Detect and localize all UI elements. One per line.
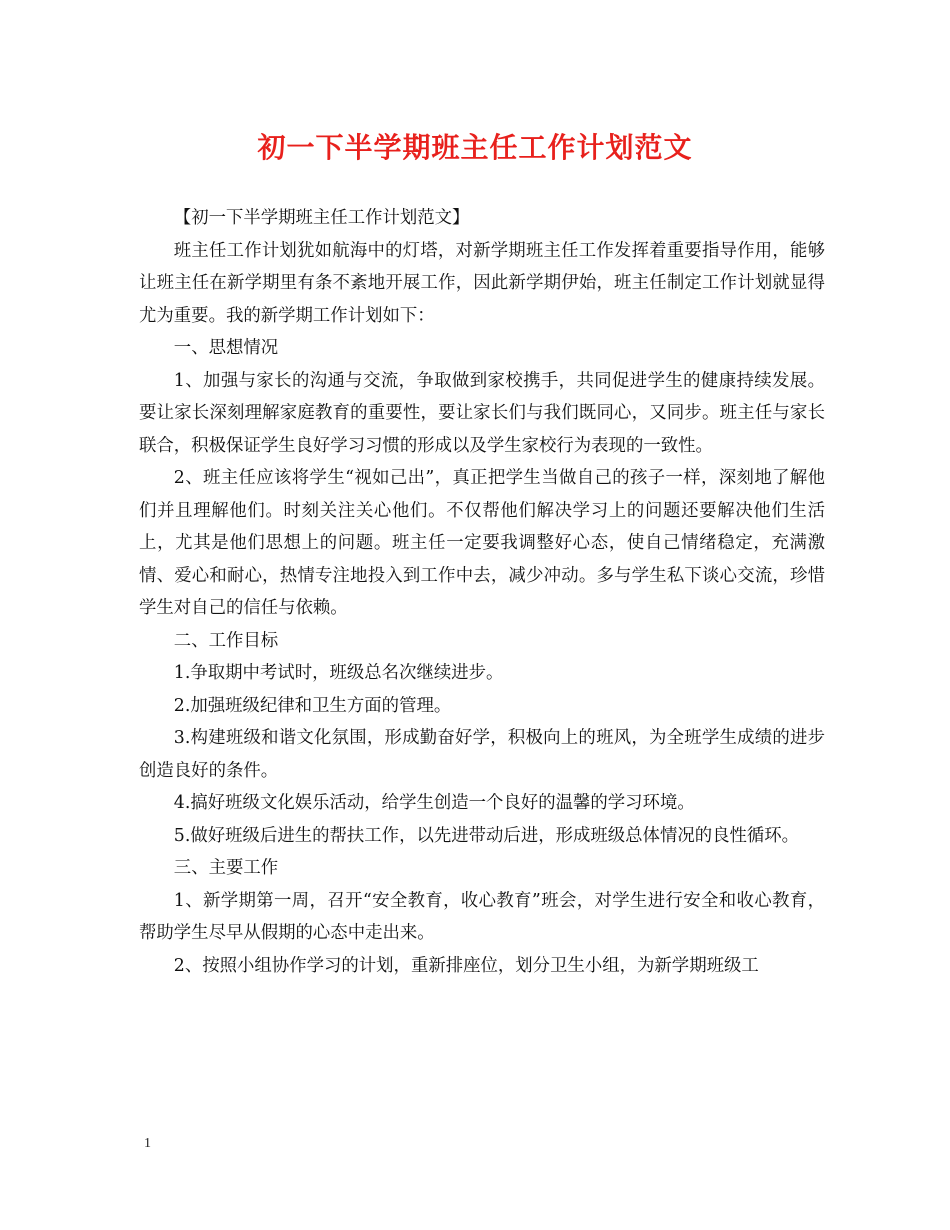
- paragraph-intro-heading: 【初一下半学期班主任工作计划范文】: [173, 208, 470, 228]
- page-number: 1: [144, 1136, 151, 1151]
- document-title: 初一下半学期班主任工作计划范文: [257, 131, 693, 164]
- paragraph-goal-2: 2.加强班级纪律和卫生方面的管理。: [173, 695, 452, 716]
- paragraph-thought-2: 2、班主任应该将学生“视如己出”，真正把学生当做自己的孩子一样，深刻地了解他们并且理解他们。时刻关注关心他们。不仅帮他们解决学习上的问题还要解决他们生活上，尤其是他们思想上的问题。班主任一定要我调整好心态，使自己情绪稳定，充满激情、爱心和耐心，热情专注地投入到工作中去，减少冲动。多与学生私下谈心交流，珍惜学生对自己的信任与依赖。: [139, 468, 825, 618]
- section-heading-goals: 二、工作目标: [173, 630, 279, 651]
- section-heading-main-work: 三、主要工作: [173, 858, 279, 878]
- paragraph-goal-5: 5.做好班级后进生的帮扶工作，以先进带动后进，形成班级总体情况的良性循环。: [173, 825, 800, 846]
- document-body: [139, 202, 825, 982]
- paragraph-goal-3: 3.构建班级和谐文化氛围，形成勤奋好学，积极向上的班风，为全班学生成绩的进步创造良好的条件。: [139, 728, 825, 781]
- paragraph-work-2: 2、按照小组协作学习的计划，重新排座位，划分卫生小组，为新学期班级工: [173, 955, 759, 976]
- paragraph-work-1: 1、新学期第一周，召开“安全教育，收心教育”班会，对学生进行安全和收心教育，帮助学生尽早从假期的心态中走出来。: [139, 890, 825, 943]
- paragraph-goal-1: 1.争取期中考试时，班级总名次继续进步。: [173, 663, 504, 683]
- paragraph-goal-4: 4.搞好班级文化娱乐活动，给学生创造一个良好的温馨的学习环境。: [173, 793, 695, 813]
- paragraph-intro: 班主任工作计划犹如航海中的灯塔，对新学期班主任工作发挥着重要指导作用，能够让班主任在新学期里有条不紊地开展工作，因此新学期伊始，班主任制定工作计划就显得尤为重要。我的新学期工作计划如下：: [139, 240, 825, 326]
- section-heading-thought: 一、思想情况: [173, 338, 279, 358]
- paragraph-thought-1: 1、加强与家长的沟通与交流，争取做到家校携手，共同促进学生的健康持续发展。要让家长深刻理解家庭教育的重要性，要让家长们与我们既同心，又同步。班主任与家长联合，积极保证学生良好学习习惯的形成以及学生家校行为表现的一致性。: [139, 370, 825, 456]
